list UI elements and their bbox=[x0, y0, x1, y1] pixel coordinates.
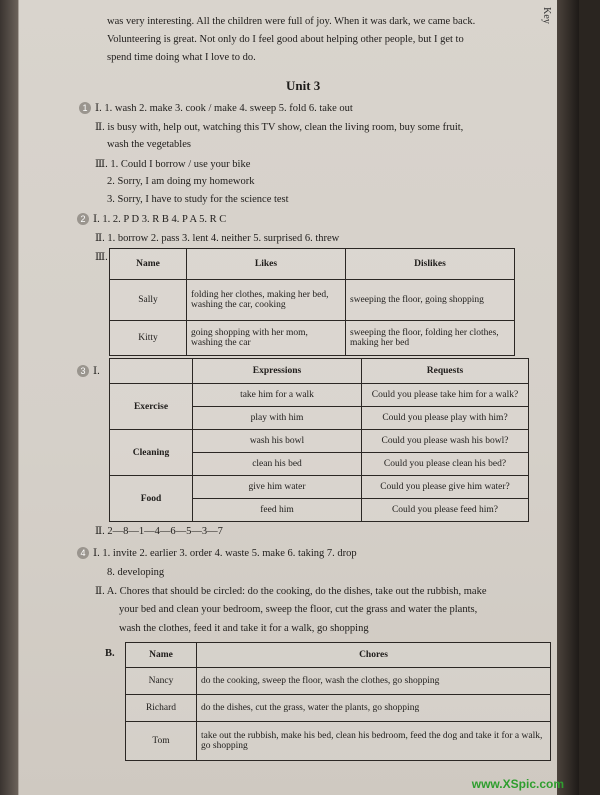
header-dislikes: Dislikes bbox=[346, 249, 515, 280]
section-4-ii-a-1: Ⅱ. A. Chores that should be circled: do the cooking, do the dishes, take out the rubbish, make bbox=[95, 586, 487, 597]
section-2-iii-label: Ⅲ. bbox=[95, 252, 108, 263]
row-expression: wash his bowl bbox=[193, 430, 362, 453]
section-3-ii: Ⅱ. 2—8—1—4—6—5—3—7 bbox=[95, 526, 223, 537]
chores-table bbox=[125, 642, 551, 761]
page-shadow-edge bbox=[557, 0, 579, 795]
answer-key-page bbox=[18, 0, 579, 795]
section-1-iii: Ⅲ. 1. Could I borrow / use your bike bbox=[95, 159, 251, 170]
row-request: Could you please take him for a walk? bbox=[362, 384, 529, 407]
header-name: Name bbox=[126, 643, 197, 668]
row-chores: do the dishes, cut the grass, water the plants, go shopping bbox=[197, 695, 551, 722]
table-row bbox=[126, 722, 551, 761]
header-expressions: Expressions bbox=[193, 359, 362, 384]
row-name: Tom bbox=[126, 722, 197, 761]
intro-line-1: was very interesting. All the children were full of joy. When it was dark, we came back. bbox=[107, 16, 476, 27]
section-badge: 4 bbox=[77, 547, 89, 559]
header-name: Name bbox=[110, 249, 187, 280]
section-1-i: 1 Ⅰ. 1. wash 2. make 3. cook / make 4. sweep 5. fold 6. take out bbox=[79, 102, 353, 114]
section-3-i: 3 Ⅰ. bbox=[77, 365, 100, 377]
watermark: www.XSpic.com bbox=[471, 777, 564, 791]
group-name: Cleaning bbox=[110, 430, 193, 476]
row-name: Richard bbox=[126, 695, 197, 722]
row-request: Could you please give him water? bbox=[362, 476, 529, 499]
table-row bbox=[110, 321, 515, 356]
header-likes: Likes bbox=[187, 249, 346, 280]
header-chores: Chores bbox=[197, 643, 551, 668]
table-header-row bbox=[126, 643, 551, 668]
section-4-ii-a-3: wash the clothes, feed it and take it for a walk, go shopping bbox=[119, 623, 369, 634]
group-name: Food bbox=[110, 476, 193, 522]
row-name: Kitty bbox=[110, 321, 187, 356]
section-4-ii-a-2: your bed and clean your bedroom, sweep the floor, cut the grass and water the plants, bbox=[119, 604, 478, 615]
table-row bbox=[110, 280, 515, 321]
table-header-row bbox=[110, 249, 515, 280]
unit-title: Unit 3 bbox=[286, 78, 321, 93]
row-expression: play with him bbox=[193, 407, 362, 430]
corner-label: Key bbox=[541, 7, 553, 24]
row-request: Could you please feed him? bbox=[362, 499, 529, 522]
table-row bbox=[110, 476, 529, 499]
group-name: Exercise bbox=[110, 384, 193, 430]
header-requests: Requests bbox=[362, 359, 529, 384]
row-likes: going shopping with her mom, washing the car bbox=[187, 321, 346, 356]
table-row bbox=[126, 668, 551, 695]
table-row bbox=[126, 695, 551, 722]
book-spine bbox=[0, 0, 18, 795]
intro-line-2: Volunteering is great. Not only do I feel good about helping other people, but I get to bbox=[107, 34, 464, 45]
table-header-row bbox=[110, 359, 529, 384]
section-4-b-label: B. bbox=[105, 648, 115, 659]
row-name: Sally bbox=[110, 280, 187, 321]
s1-i-answers: 1. wash 2. make 3. cook / make 4. sweep 5. fold 6. take out bbox=[104, 103, 353, 114]
section-4-i-cont: 8. developing bbox=[107, 567, 165, 578]
row-name: Nancy bbox=[126, 668, 197, 695]
row-expression: take him for a walk bbox=[193, 384, 362, 407]
row-dislikes: sweeping the floor, going shopping bbox=[346, 280, 515, 321]
header-category bbox=[110, 359, 193, 384]
table-row bbox=[110, 430, 529, 453]
row-dislikes: sweeping the floor, folding her clothes, making her bed bbox=[346, 321, 515, 356]
intro-line-3: spend time doing what I love to do. bbox=[107, 52, 256, 63]
row-chores: do the cooking, sweep the floor, wash the clothes, go shopping bbox=[197, 668, 551, 695]
row-request: Could you please play with him? bbox=[362, 407, 529, 430]
section-badge: 3 bbox=[77, 365, 89, 377]
section-2-ii: Ⅱ. 1. borrow 2. pass 3. lent 4. neither 5. surprised 6. threw bbox=[95, 233, 340, 244]
section-1-iii-2: 2. Sorry, I am doing my homework bbox=[107, 176, 255, 187]
row-expression: give him water bbox=[193, 476, 362, 499]
section-1-ii-cont: wash the vegetables bbox=[107, 139, 191, 150]
row-expression: feed him bbox=[193, 499, 362, 522]
row-likes: folding her clothes, making her bed, washing the car, cooking bbox=[187, 280, 346, 321]
section-2-i: 2 Ⅰ. 1. 2. P D 3. R B 4. P A 5. R C bbox=[77, 213, 226, 225]
row-request: Could you please wash his bowl? bbox=[362, 430, 529, 453]
section-badge: 1 bbox=[79, 102, 91, 114]
row-expression: clean his bed bbox=[193, 453, 362, 476]
section-1-ii: Ⅱ. is busy with, help out, watching this TV show, clean the living room, buy some fruit, bbox=[95, 122, 464, 133]
row-chores: take out the rubbish, make his bed, clean his bedroom, feed the dog and take it for a walk, go shopping bbox=[197, 722, 551, 761]
table-row bbox=[110, 384, 529, 407]
expressions-requests-table bbox=[109, 358, 529, 522]
section-4-i: 4 Ⅰ. 1. invite 2. earlier 3. order 4. waste 5. make 6. taking 7. drop bbox=[77, 547, 357, 559]
row-request: Could you please clean his bed? bbox=[362, 453, 529, 476]
section-badge: 2 bbox=[77, 213, 89, 225]
section-1-iii-3: 3. Sorry, I have to study for the science test bbox=[107, 194, 289, 205]
likes-dislikes-table bbox=[109, 248, 515, 356]
